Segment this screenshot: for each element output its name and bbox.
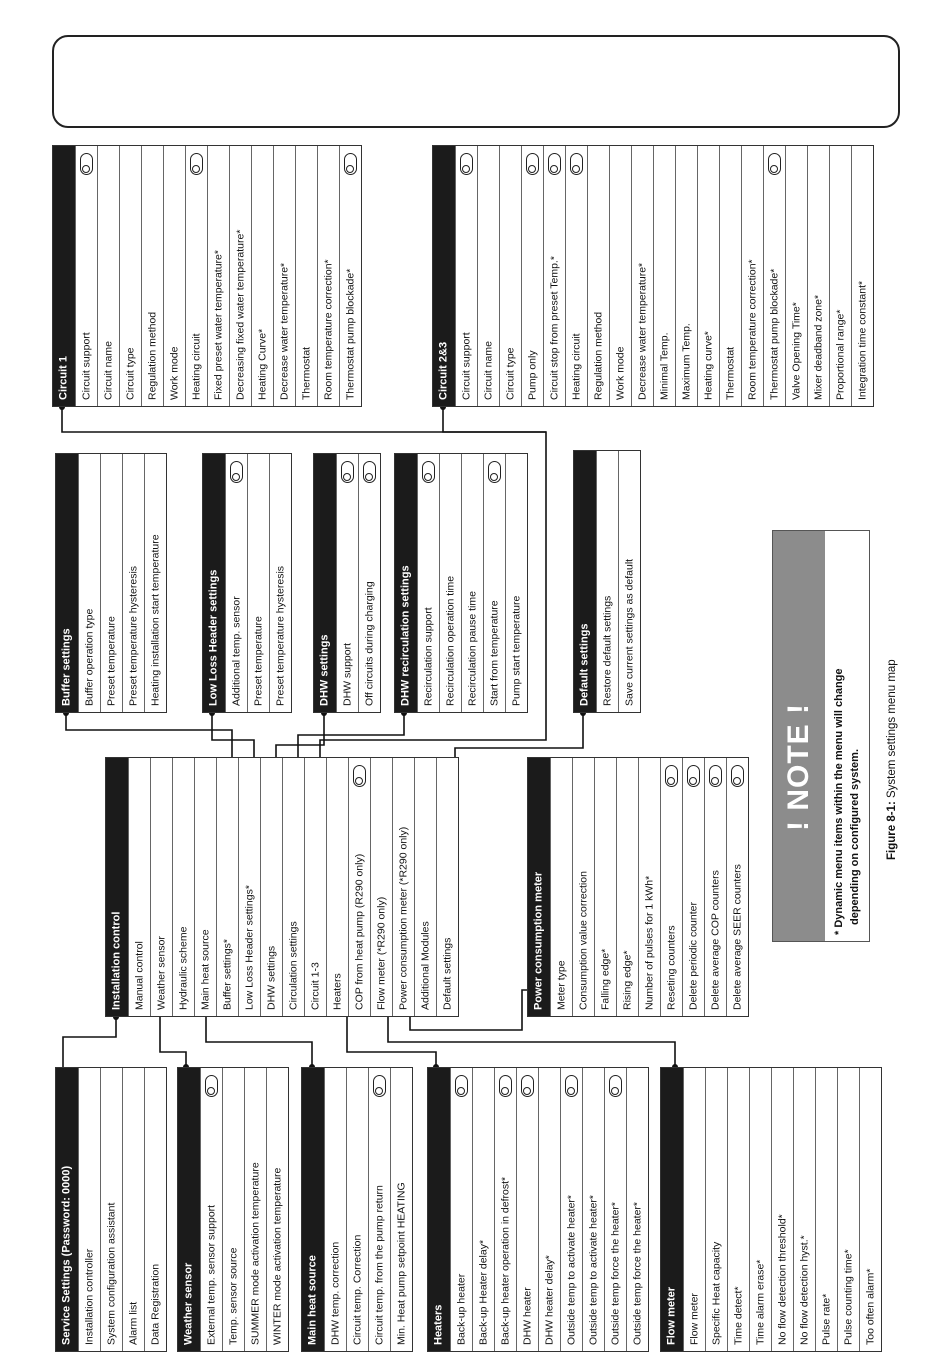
menu-item[interactable] xyxy=(837,1068,859,1351)
menu-item-label: Installation controller xyxy=(83,1248,95,1345)
menu-item[interactable] xyxy=(594,758,616,1016)
menu-item[interactable] xyxy=(185,146,207,406)
note-line-1: * Dynamic menu items within the menu will change xyxy=(833,668,845,935)
menu-item[interactable] xyxy=(505,454,527,712)
menu-item[interactable] xyxy=(705,1068,727,1351)
menu-item[interactable] xyxy=(368,1068,390,1351)
menu-item-label: Delete average SEER counters xyxy=(731,864,743,1010)
menu-heaters xyxy=(427,1067,649,1352)
menu-item[interactable] xyxy=(609,146,631,406)
menu-item[interactable] xyxy=(697,146,719,406)
menu-buffer-settings xyxy=(55,453,167,713)
menu-item-label: Hydraulic scheme xyxy=(177,926,189,1010)
menu-item-label: External temp. sensor support xyxy=(205,1204,217,1345)
menu-item[interactable] xyxy=(582,1068,604,1351)
menu-item[interactable] xyxy=(741,146,763,406)
menu-item[interactable] xyxy=(483,454,505,712)
menu-weather-sensor xyxy=(177,1067,289,1352)
menu-item-label: Restore default settings xyxy=(601,595,613,706)
menu-item[interactable] xyxy=(75,146,97,406)
menu-title xyxy=(528,758,550,1016)
menu-item-label: Outside temp to activate heater* xyxy=(587,1195,599,1345)
menu-item[interactable] xyxy=(414,758,436,1016)
menu-item[interactable] xyxy=(269,454,291,712)
menu-title-text: DHW settings xyxy=(318,634,331,706)
menu-item[interactable] xyxy=(660,758,682,1016)
menu-low-loss-header-settings xyxy=(202,453,292,713)
menu-item-label: Maximum Temp. xyxy=(680,323,692,400)
menu-item-label: DHW support xyxy=(341,642,353,706)
menu-title-text: Flow meter xyxy=(665,1286,678,1345)
menu-item-label: Alarm list xyxy=(127,1301,139,1345)
menu-item-label: Work mode xyxy=(614,346,626,400)
menu-item[interactable] xyxy=(675,146,697,406)
menu-title-text: Default settings xyxy=(578,623,591,706)
menu-title-text: Power consumption meter xyxy=(532,871,545,1010)
menu-item-label: Flow meter (*R290 only) xyxy=(375,896,387,1010)
menu-item-label: Recirculation pause time xyxy=(466,591,478,706)
menu-item-label: Heating curve* xyxy=(702,331,714,400)
menu-item[interactable] xyxy=(851,146,873,406)
menu-item[interactable] xyxy=(100,1068,122,1351)
menu-item[interactable] xyxy=(358,454,380,712)
menu-item[interactable] xyxy=(704,758,726,1016)
toggle-switch-icon[interactable] xyxy=(521,1075,534,1097)
menu-title xyxy=(178,1068,200,1351)
toggle-switch-icon[interactable] xyxy=(488,461,501,483)
menu-item-label: Preset temperature hysteresis xyxy=(274,565,286,706)
note-text xyxy=(825,531,869,941)
menu-item[interactable] xyxy=(596,451,618,712)
menu-item[interactable] xyxy=(727,1068,749,1351)
menu-item-label: Min. Heat pump setpoint HEATING xyxy=(395,1182,407,1345)
menu-item-label: DHW temp. correction xyxy=(329,1241,341,1345)
note-title: ! NOTE ! xyxy=(782,703,815,831)
menu-item-label: Meter type xyxy=(555,960,567,1010)
menu-item[interactable] xyxy=(324,1068,346,1351)
menu-item[interactable] xyxy=(229,146,251,406)
menu-item[interactable] xyxy=(141,146,163,406)
menu-item-label: Time detect* xyxy=(732,1286,744,1345)
menu-item-label: Power consumption meter (*R290 only) xyxy=(397,826,409,1010)
menu-item-label: Circuit temp. Correction xyxy=(351,1234,363,1345)
menu-item[interactable] xyxy=(392,758,414,1016)
menu-item-label: DHW heater xyxy=(521,1287,533,1345)
menu-item[interactable] xyxy=(346,1068,368,1351)
menu-item[interactable] xyxy=(565,146,587,406)
note-box xyxy=(772,530,870,942)
menu-item[interactable] xyxy=(859,1068,881,1351)
menu-item-label: Start from temperature xyxy=(488,600,500,706)
note-banner xyxy=(773,531,825,941)
menu-title xyxy=(56,454,78,712)
menu-item-label: DHW settings xyxy=(265,945,277,1010)
menu-item[interactable] xyxy=(793,1068,815,1351)
menu-service-settings-password-0000 xyxy=(55,1067,167,1352)
menu-item-label: Consumption value correction xyxy=(577,871,589,1010)
menu-item-label: Thermostat xyxy=(300,346,312,400)
menu-item[interactable] xyxy=(587,146,609,406)
menu-item-label: Heating circuit xyxy=(190,333,202,400)
menu-item[interactable] xyxy=(251,146,273,406)
toggle-switch-icon[interactable] xyxy=(455,1075,468,1097)
menu-item-label: Circuit name xyxy=(482,341,494,400)
menu-item-label: Decrease water temperature* xyxy=(636,262,648,400)
menu-item-label: Valve Opening Time* xyxy=(790,302,802,400)
menu-item[interactable] xyxy=(631,146,653,406)
menu-item-label: Time alarm erase* xyxy=(754,1259,766,1345)
menu-item-label: Delete average COP counters xyxy=(709,870,721,1010)
menu-item-label: Delete periodic counter xyxy=(687,902,699,1010)
menu-item-label: Default settings xyxy=(441,937,453,1010)
menu-item-label: Decreasing fixed water temperature* xyxy=(234,229,246,400)
toggle-switch-icon[interactable] xyxy=(353,765,366,787)
menu-item[interactable] xyxy=(749,1068,771,1351)
menu-item-label: Reseting counters xyxy=(665,925,677,1010)
menu-item[interactable] xyxy=(119,146,141,406)
menu-item[interactable] xyxy=(436,758,458,1016)
menu-item[interactable] xyxy=(317,146,339,406)
menu-item-label: Circulation settings xyxy=(287,921,299,1010)
menu-title-text: Circuit 1 xyxy=(57,355,70,400)
toggle-switch-icon[interactable] xyxy=(609,1075,622,1097)
menu-item-label: Circuit temp. from the pump return xyxy=(373,1185,385,1345)
menu-item[interactable] xyxy=(207,146,229,406)
menu-item[interactable] xyxy=(726,758,748,1016)
menu-item-label: Circuit support xyxy=(460,332,472,400)
menu-item-label: Preset temperature hysteresis xyxy=(127,565,139,706)
menu-item[interactable] xyxy=(348,758,370,1016)
menu-item[interactable] xyxy=(771,1068,793,1351)
menu-item-label: Heating Curve* xyxy=(256,328,268,400)
menu-item[interactable] xyxy=(225,454,247,712)
menu-item[interactable] xyxy=(339,146,361,406)
toggle-switch-icon[interactable] xyxy=(526,153,539,175)
menu-item[interactable] xyxy=(719,146,741,406)
menu-item-label: No flow detection hyst.* xyxy=(798,1235,810,1345)
menu-item[interactable] xyxy=(282,758,304,1016)
toggle-switch-icon[interactable] xyxy=(709,765,722,787)
menu-title-text: Main heat source xyxy=(306,1255,319,1345)
menu-title-text: DHW recirculation settings xyxy=(399,565,412,706)
menu-item[interactable] xyxy=(616,758,638,1016)
menu-dhw-settings xyxy=(313,453,381,713)
menu-main-heat-source xyxy=(301,1067,413,1352)
menu-item-label: Manual control xyxy=(133,941,145,1010)
menu-item-label: Room temperature correction* xyxy=(746,259,758,400)
toggle-switch-icon[interactable] xyxy=(341,461,354,483)
toggle-switch-icon[interactable] xyxy=(665,765,678,787)
menu-item[interactable] xyxy=(78,454,100,712)
menu-item-label: Work mode xyxy=(168,346,180,400)
menu-item-label: Rising edge* xyxy=(621,950,633,1010)
menu-item[interactable] xyxy=(763,146,785,406)
menu-item-label: Pulse counting time* xyxy=(842,1249,854,1345)
menu-item[interactable] xyxy=(538,1068,560,1351)
menu-power-consumption-meter xyxy=(527,757,749,1017)
menu-item-label: Buffer operation type xyxy=(83,608,95,706)
toggle-switch-icon[interactable] xyxy=(190,153,203,175)
toggle-switch-icon[interactable] xyxy=(460,153,473,175)
menu-item[interactable] xyxy=(122,1068,144,1351)
menu-item[interactable] xyxy=(450,1068,472,1351)
menu-item[interactable] xyxy=(200,1068,222,1351)
menu-item-label: Save current settings as default xyxy=(623,558,635,706)
menu-item-label: Weather sensor xyxy=(155,936,167,1010)
menu-item[interactable] xyxy=(144,454,166,712)
toggle-switch-icon[interactable] xyxy=(548,153,561,175)
menu-circuit-1 xyxy=(52,145,362,407)
toggle-switch-icon[interactable] xyxy=(731,765,744,787)
menu-item[interactable] xyxy=(194,758,216,1016)
toggle-switch-icon[interactable] xyxy=(373,1075,386,1097)
toggle-switch-icon[interactable] xyxy=(205,1075,218,1097)
menu-item[interactable] xyxy=(390,1068,412,1351)
menu-item-label: Heating circuit xyxy=(570,333,582,400)
menu-item[interactable] xyxy=(273,146,295,406)
menu-item[interactable] xyxy=(128,758,150,1016)
menu-item[interactable] xyxy=(417,454,439,712)
menu-item[interactable] xyxy=(326,758,348,1016)
menu-item[interactable] xyxy=(336,454,358,712)
menu-title xyxy=(53,146,75,406)
menu-item[interactable] xyxy=(150,758,172,1016)
menu-item-label: Low Loss Header settings* xyxy=(243,885,255,1010)
menu-item[interactable] xyxy=(618,451,640,712)
menu-title xyxy=(428,1068,450,1351)
menu-item-label: Too often alarm* xyxy=(864,1268,876,1345)
menu-item[interactable] xyxy=(516,1068,538,1351)
menu-item-label: Back-up heater operation in defrost* xyxy=(499,1176,511,1345)
menu-item[interactable] xyxy=(815,1068,837,1351)
menu-item-label: Additional Modules xyxy=(419,921,431,1010)
toggle-switch-icon[interactable] xyxy=(499,1075,512,1097)
menu-item[interactable] xyxy=(455,146,477,406)
menu-title xyxy=(395,454,417,712)
menu-item-label: Temp. sensor source xyxy=(227,1247,239,1345)
menu-item[interactable] xyxy=(638,758,660,1016)
menu-title xyxy=(574,451,596,712)
menu-item-label: Pulse rate* xyxy=(820,1293,832,1345)
menu-item[interactable] xyxy=(683,1068,705,1351)
menu-item-label: Circuit support xyxy=(80,332,92,400)
menu-default-settings xyxy=(573,450,641,713)
menu-item-label: Thermostat xyxy=(724,346,736,400)
menu-item-label: Room temperature correction* xyxy=(322,259,334,400)
menu-item-label: Integration time constant* xyxy=(856,280,868,400)
toggle-switch-icon[interactable] xyxy=(363,461,376,483)
menu-item-label: Off circuits during charging xyxy=(363,581,375,706)
menu-title-text: Service Settings (Password: 0000) xyxy=(60,1165,73,1345)
menu-item[interactable] xyxy=(304,758,326,1016)
menu-title xyxy=(56,1068,78,1351)
menu-item-label: Additional temp. sensor xyxy=(230,596,242,706)
menu-item-label: Circuit type xyxy=(124,347,136,400)
menu-item-label: Back-up Heater delay* xyxy=(477,1239,489,1345)
menu-item-label: Heaters xyxy=(331,973,343,1010)
menu-item[interactable] xyxy=(560,1068,582,1351)
menu-title xyxy=(661,1068,683,1351)
menu-item[interactable] xyxy=(572,758,594,1016)
menu-item[interactable] xyxy=(785,146,807,406)
menu-item[interactable] xyxy=(521,146,543,406)
menu-item-label: Pump start temperature xyxy=(510,595,522,706)
menu-item-label: Proportional range* xyxy=(834,309,846,400)
menu-item[interactable] xyxy=(550,758,572,1016)
menu-item[interactable] xyxy=(244,1068,266,1351)
menu-item-label: Regulation method xyxy=(592,311,604,400)
menu-item[interactable] xyxy=(461,454,483,712)
menu-item-label: Preset temperature xyxy=(105,616,117,706)
menu-item[interactable] xyxy=(144,1068,166,1351)
caption-text: System settings menu map xyxy=(886,659,898,802)
toggle-switch-icon[interactable] xyxy=(570,153,583,175)
menu-item[interactable] xyxy=(100,454,122,712)
menu-flow-meter xyxy=(660,1067,882,1352)
menu-item[interactable] xyxy=(472,1068,494,1351)
menu-item-label: Minimal Temp. xyxy=(658,332,670,400)
caption-label: Figure 8-1: xyxy=(886,801,898,860)
menu-item[interactable] xyxy=(499,146,521,406)
menu-title-text: Heaters xyxy=(432,1304,445,1345)
menu-item-label: Circuit type xyxy=(504,347,516,400)
menu-item-label: Preset temperature xyxy=(252,616,264,706)
menu-item-label: Mixer deadband zone* xyxy=(812,294,824,400)
menu-item-label: Thermostat pump blockade* xyxy=(768,268,780,400)
menu-item[interactable] xyxy=(247,454,269,712)
menu-item-label: Decrease water temperature* xyxy=(278,262,290,400)
figure-caption xyxy=(880,610,904,860)
toggle-switch-icon[interactable] xyxy=(687,765,700,787)
menu-item-label: Recirculation operation time xyxy=(444,575,456,706)
menu-item-label: Falling edge* xyxy=(599,948,611,1010)
toggle-switch-icon[interactable] xyxy=(768,153,781,175)
menu-item[interactable] xyxy=(626,1068,648,1351)
toggle-switch-icon[interactable] xyxy=(230,461,243,483)
menu-item-label: Specific Heat capacity xyxy=(710,1241,722,1345)
menu-item-label: Circuit name xyxy=(102,341,114,400)
menu-item[interactable] xyxy=(543,146,565,406)
menu-item-label: System configuration assistant xyxy=(105,1202,117,1345)
menu-item[interactable] xyxy=(78,1068,100,1351)
menu-item-label: DHW heater delay* xyxy=(543,1255,555,1345)
menu-item[interactable] xyxy=(97,146,119,406)
menu-item[interactable] xyxy=(477,146,499,406)
menu-item[interactable] xyxy=(222,1068,244,1351)
menu-dhw-recirculation-settings xyxy=(394,453,528,713)
menu-item[interactable] xyxy=(829,146,851,406)
menu-item[interactable] xyxy=(122,454,144,712)
menu-title xyxy=(302,1068,324,1351)
menu-item[interactable] xyxy=(439,454,461,712)
menu-item-label: Outside temp force the heater* xyxy=(631,1202,643,1345)
menu-item[interactable] xyxy=(370,758,392,1016)
menu-item[interactable] xyxy=(604,1068,626,1351)
note-line-2: depending on configured system. xyxy=(849,748,861,925)
menu-item-label: No flow detection threshold* xyxy=(776,1214,788,1345)
menu-circuit-2-3 xyxy=(432,145,874,407)
menu-item-label: Flow meter xyxy=(688,1293,700,1345)
menu-title xyxy=(433,146,455,406)
menu-item-label: Buffer settings* xyxy=(221,938,233,1010)
toggle-switch-icon[interactable] xyxy=(80,153,93,175)
menu-item-label: Regulation method xyxy=(146,311,158,400)
menu-item[interactable] xyxy=(163,146,185,406)
toggle-switch-icon[interactable] xyxy=(565,1075,578,1097)
menu-installation-control xyxy=(105,757,459,1017)
menu-item-label: Main heat source xyxy=(199,929,211,1010)
menu-item-label: Pump only xyxy=(526,350,538,400)
menu-item[interactable] xyxy=(682,758,704,1016)
menu-title-text: Weather sensor xyxy=(182,1262,195,1345)
menu-title xyxy=(106,758,128,1016)
menu-item[interactable] xyxy=(172,758,194,1016)
menu-item-label: Heating installation start temperature xyxy=(149,534,161,706)
menu-item-label: Circuit 1-3 xyxy=(309,962,321,1010)
menu-item-label: Outside temp to activate heater* xyxy=(565,1195,577,1345)
menu-item-label: Fixed preset water temperature* xyxy=(212,250,224,400)
menu-item[interactable] xyxy=(807,146,829,406)
menu-item-label: Number of pulses for 1 kWh* xyxy=(643,875,655,1010)
menu-item-label: WINTER mode activation temperature xyxy=(271,1167,283,1345)
menu-item-label: Circuit stop from preset Temp.* xyxy=(548,256,560,400)
menu-item-label: Back-up heater xyxy=(455,1273,467,1345)
toggle-switch-icon[interactable] xyxy=(422,461,435,483)
menu-title-text: Low Loss Header settings xyxy=(207,569,220,706)
menu-item[interactable] xyxy=(260,758,282,1016)
menu-item[interactable] xyxy=(295,146,317,406)
menu-item[interactable] xyxy=(238,758,260,1016)
menu-title-text: Buffer settings xyxy=(60,628,73,706)
menu-title xyxy=(314,454,336,712)
menu-item[interactable] xyxy=(494,1068,516,1351)
menu-title-text: Installation control xyxy=(110,911,123,1010)
menu-title xyxy=(203,454,225,712)
menu-item-label: Thermostat pump blockade* xyxy=(344,268,356,400)
menu-item[interactable] xyxy=(266,1068,288,1351)
menu-title-text: Circuit 2&3 xyxy=(437,341,450,400)
menu-item-label: Recirculation support xyxy=(422,607,434,706)
menu-item[interactable] xyxy=(216,758,238,1016)
menu-item-label: Data Registration xyxy=(149,1263,161,1345)
menu-item-label: Outside temp force the heater* xyxy=(609,1202,621,1345)
menu-item[interactable] xyxy=(653,146,675,406)
menu-item-label: COP from heat pump (R290 only) xyxy=(353,853,365,1010)
toggle-switch-icon[interactable] xyxy=(344,153,357,175)
menu-item-label: SUMMER mode activation temperature xyxy=(249,1162,261,1345)
